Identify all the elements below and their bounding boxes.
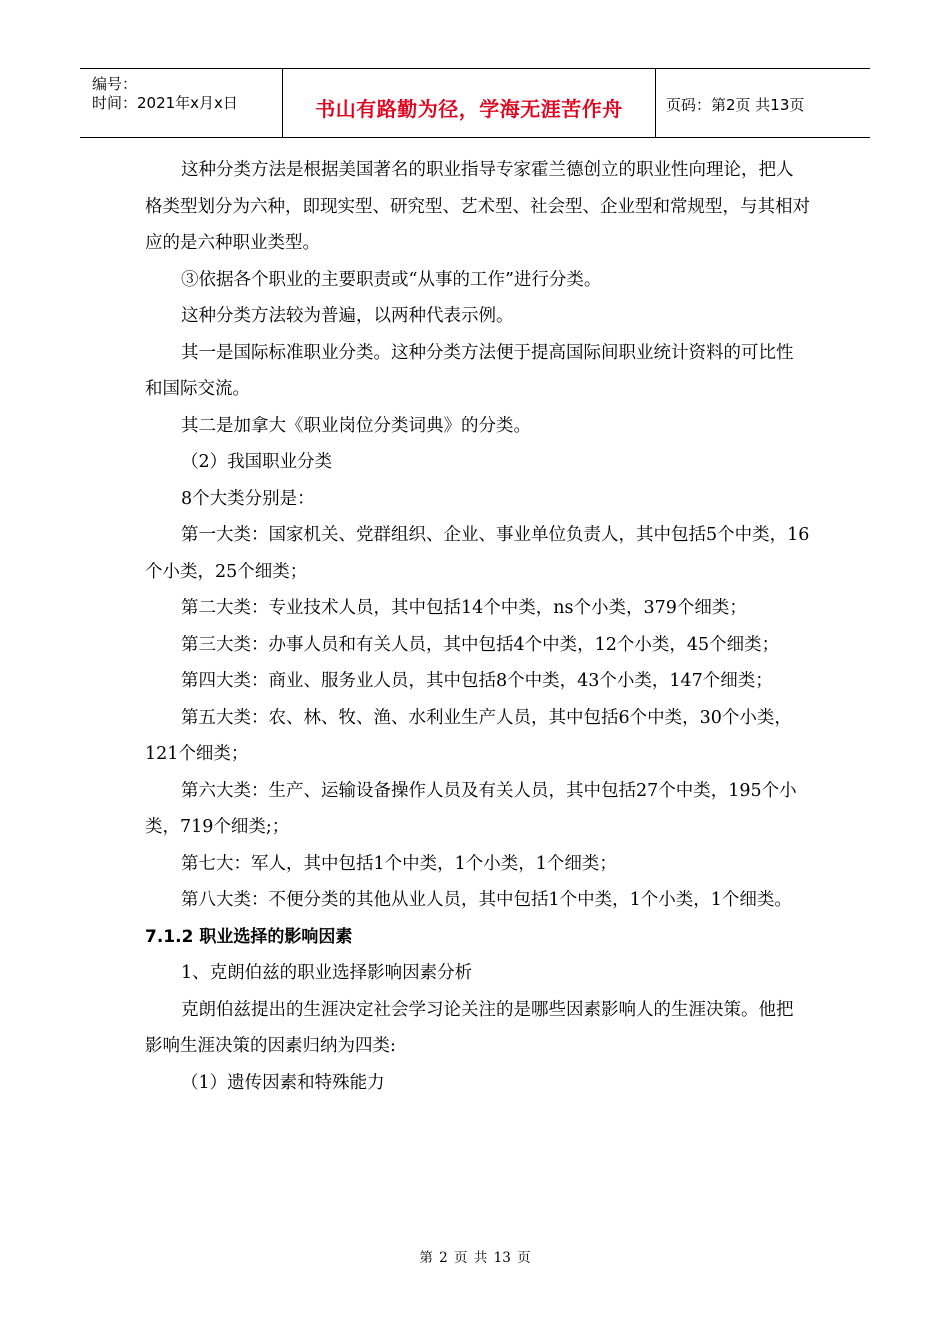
paragraph: 其二是加拿大《职业岗位分类词典》的分类。 bbox=[181, 415, 531, 436]
category-item: 第七大：军人，其中包括1个中类，1个小类，1个细类； bbox=[181, 853, 617, 874]
paragraph: 1、克朗伯兹的职业选择影响因素分析 bbox=[181, 963, 473, 983]
category-item: 第八大类：不便分类的其他从业人员，其中包括1个中类，1个小类，1个细类。 bbox=[181, 890, 792, 910]
header-page-cell bbox=[656, 69, 870, 137]
category-item: 第六大类：生产、运输设备操作人员及有关人员，其中包括27个中类，195个小类，719个细类;； bbox=[145, 780, 797, 837]
header-motto: 书山有路勤为径，学海无涯苦作舟 bbox=[315, 97, 623, 121]
paragraph: 8个大类分别是： bbox=[181, 488, 315, 509]
document-body bbox=[145, 152, 810, 1101]
paragraph: 这种分类方法是根据美国著名的职业指导专家霍兰德创立的职业性向理论，把人格类型划分为六种，即现实型、研究型、艺术型、社会型、企业型和常规型，与其相对应的是六种职业类型。 bbox=[145, 160, 810, 253]
header-info-cell bbox=[80, 69, 283, 137]
category-item: 第四大类：商业、服务业人员，其中包括8个中类，43个小类，147个细类； bbox=[181, 671, 773, 691]
category-item: 第一大类：国家机关、党群组织、企业、事业单位负责人，其中包括5个中类，16个小类，25个细类； bbox=[145, 525, 810, 582]
category-item: 第二大类：专业技术人员，其中包括14个中类，ns个小类，379个细类； bbox=[181, 598, 747, 618]
section-heading: 7.1.2 职业选择的影响因素 bbox=[145, 926, 353, 947]
paragraph: ③依据各个职业的主要职责或“从事的工作”进行分类。 bbox=[181, 269, 602, 290]
header-motto-cell bbox=[283, 69, 656, 137]
paragraph: 其一是国际标准职业分类。这种分类方法便于提高国际间职业统计资料的可比性和国际交流。 bbox=[145, 342, 794, 399]
subsection-title: （2）我国职业分类 bbox=[181, 452, 333, 472]
category-item: 第三大类：办事人员和有关人员，其中包括4个中类，12个小类，45个细类； bbox=[181, 634, 780, 655]
document-number-label: 编号： bbox=[92, 75, 138, 93]
page-header bbox=[80, 68, 870, 138]
document-date-label: 时间：2021年x月x日 bbox=[92, 94, 238, 112]
page-footer: 第 2 页 共 13 页 bbox=[419, 1250, 531, 1266]
paragraph: 克朗伯兹提出的生涯决定社会学习论关注的是哪些因素影响人的生涯决策。他把影响生涯决策的因素归纳为四类: bbox=[145, 999, 794, 1056]
paragraph: 这种分类方法较为普遍，以两种代表示例。 bbox=[181, 306, 514, 326]
header-page-number: 页码：第2页 共13页 bbox=[666, 96, 805, 114]
subsection-title: （1）遗传因素和特殊能力 bbox=[181, 1072, 385, 1093]
category-item: 第五大类：农、林、牧、渔、水利业生产人员，其中包括6个中类，30个小类，121个细类； bbox=[145, 707, 792, 764]
